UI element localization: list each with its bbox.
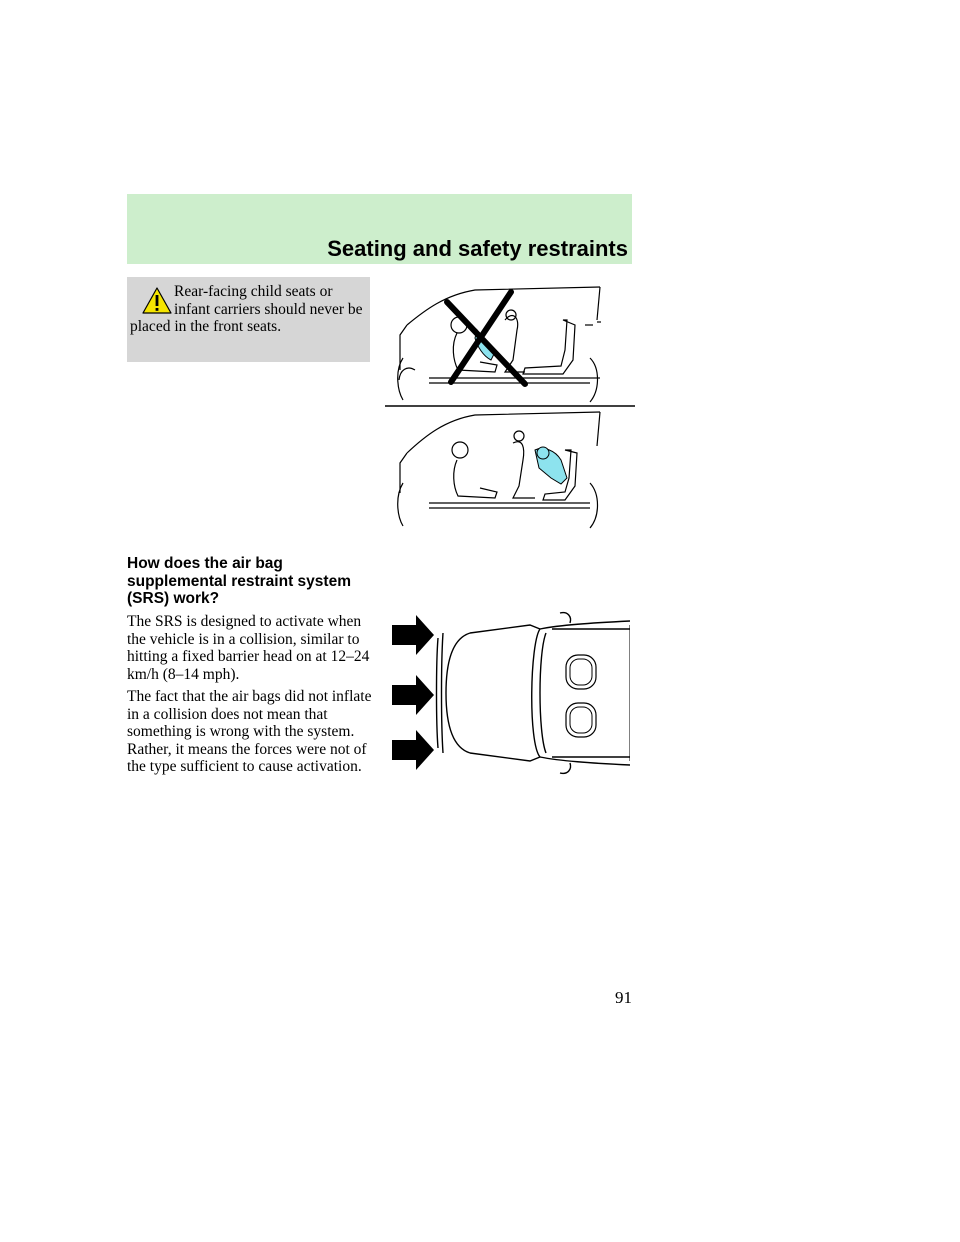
warning-box bbox=[127, 277, 370, 362]
paragraph: The SRS is designed to activate when the vehicle is in a collision, similar to hitting a fixed barrier head on at 12–24 km/h (8–14 mph). bbox=[127, 613, 370, 683]
section-header-band bbox=[127, 194, 632, 264]
section-title: Seating and safety restraints bbox=[327, 236, 628, 261]
section-heading: How does the air bag supplemental restraint system (SRS) work? bbox=[127, 555, 351, 607]
child-seat-front-crossed-illustration bbox=[385, 280, 635, 408]
impact-arrow bbox=[392, 675, 434, 715]
impact-arrow bbox=[392, 730, 434, 770]
warning-triangle-icon bbox=[142, 287, 172, 314]
page-number: 91 bbox=[615, 988, 632, 1007]
child-seat-rear-illustration bbox=[385, 408, 635, 533]
impact-arrow bbox=[392, 615, 434, 655]
warning-text: Rear-facing child seats or infant carriers should never be placed in the front seats. bbox=[130, 283, 363, 335]
paragraph: The fact that the air bags did not inflate in a collision does not mean that something is wrong with the system. Rather, it means the forces were not of the type sufficient to cause activation. bbox=[127, 688, 372, 775]
frontal-impact-illustration bbox=[390, 603, 630, 783]
